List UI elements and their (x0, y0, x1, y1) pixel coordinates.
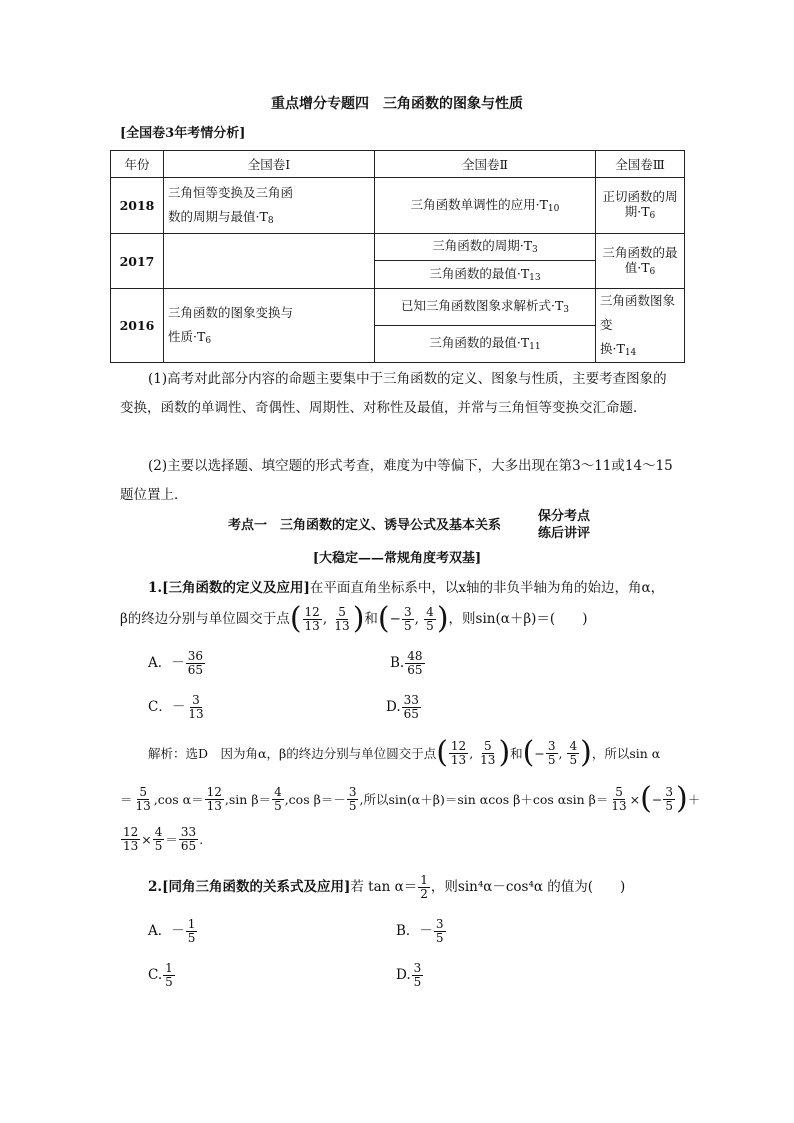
header-year: 年份 (111, 151, 164, 178)
fraction (424, 606, 436, 632)
cell-text: 三角函数的最值·T (429, 265, 530, 281)
frac-num: 1 (187, 917, 196, 931)
q1-option-c (148, 694, 207, 720)
frac-den: 5 (274, 798, 282, 813)
frac-den: 5 (187, 930, 196, 945)
frac-num: 3 (192, 693, 200, 707)
section-subheading: [大稳定——常规角度考双基] (312, 551, 482, 566)
cell-text: 三角函数图象变 (600, 293, 676, 332)
cell-sub: 3 (532, 245, 538, 256)
fraction (347, 786, 359, 812)
cell-text: 三角函数单调性的应用·T (410, 196, 548, 212)
frac-den: 5 (165, 974, 173, 989)
q1-option-b (390, 650, 426, 676)
cell-2016-paper-2-b (375, 325, 596, 362)
exam-analysis-table (110, 150, 685, 363)
q1-option-d (386, 694, 422, 720)
fraction (121, 826, 140, 852)
cell-text: 性质·T (168, 328, 206, 344)
fraction (434, 918, 446, 944)
sol1-text: × (141, 831, 152, 847)
cell-2018-paper-2 (375, 178, 596, 234)
frac-num: 4 (154, 825, 163, 839)
comma: , (322, 610, 332, 627)
cell-2017-paper-2-b (375, 261, 596, 289)
frac-num: 4 (569, 738, 578, 753)
option-label: D. (396, 967, 411, 983)
fraction (179, 826, 198, 852)
frac-den: 13 (135, 798, 151, 813)
sol1-text: ＋ (687, 791, 701, 807)
frac-num: 3 (413, 961, 422, 975)
frac-den: 5 (403, 618, 412, 633)
cell-sub: 8 (267, 215, 274, 226)
q1-option-a (148, 650, 206, 676)
q1-line-1 (148, 580, 664, 596)
cell-sub: 14 (624, 347, 637, 358)
frac-den: 13 (611, 798, 627, 813)
tag-text: 保分考点 (538, 509, 591, 524)
frac-den: 5 (569, 752, 578, 767)
fraction (332, 606, 351, 632)
frac-den: 5 (426, 618, 434, 633)
frac-num: 4 (274, 784, 282, 799)
sol1-text: ,sin β＝ (224, 791, 272, 807)
paren-open: ( (640, 781, 652, 816)
frac-num: 5 (483, 738, 492, 753)
frac-num: 3 (435, 917, 444, 931)
frac-num: 4 (426, 604, 434, 619)
q1-tag: 1.[三角函数的定义及应用] (148, 580, 310, 596)
fraction (546, 740, 558, 766)
frac-den: 5 (435, 930, 444, 945)
frac-den: 65 (180, 838, 197, 853)
paren-close: ) (675, 781, 688, 816)
sol1-line-1 (148, 735, 661, 770)
fraction (609, 786, 628, 812)
sol1-text: . (199, 831, 204, 847)
fraction (134, 786, 153, 812)
cell-2018-paper-1 (164, 178, 375, 234)
q1-text: ，则sin(α＋β)＝( ) (448, 610, 588, 627)
cell-sub: 6 (205, 335, 212, 346)
paren-open: ( (436, 735, 448, 770)
fraction (478, 740, 497, 766)
sol1-text: ,cos β＝－ (284, 791, 346, 807)
option-label: B. (390, 655, 405, 671)
year-cell: 2016 (111, 289, 164, 363)
analysis-paragraph-2: (2)主要以选择题、填空题的形式考查，难度为中等偏下，大多出现在第3～11或14～15题位置上． (120, 458, 673, 503)
table-row (111, 234, 685, 261)
cell-2016-paper-1 (164, 289, 375, 363)
paren-open: ( (377, 601, 390, 636)
section-subtitle: [全国卷3年考情分析] (120, 126, 246, 141)
cell-text: 三角函数的最值·T (602, 244, 678, 275)
fraction (449, 740, 468, 766)
sol1-text: ＝ (120, 791, 133, 807)
frac-den: 13 (480, 752, 496, 767)
fraction (567, 740, 579, 766)
fraction (186, 918, 198, 944)
option-label: C. (148, 967, 163, 983)
q1-text: 在平面直角坐标系中，以x轴的非负半轴为角的始边，角α， (309, 580, 665, 596)
frac-num: 5 (139, 784, 147, 799)
frac-num: 33 (180, 825, 197, 839)
sol1-text: ,cos α＝ (153, 791, 204, 807)
minus: − (389, 610, 401, 627)
fraction (418, 874, 430, 900)
sol1-line-3 (120, 826, 203, 852)
fraction (412, 962, 424, 988)
cell-2018-paper-3 (596, 178, 685, 234)
cell-text: 三角函数的图象变换与 (168, 304, 294, 320)
year-cell: 2017 (111, 234, 164, 289)
cell-text: 正切函数的周期·T (602, 189, 678, 220)
frac-den: 5 (348, 798, 357, 813)
comma: , (414, 610, 424, 627)
fraction (303, 606, 322, 632)
frac-num: 12 (450, 738, 467, 753)
frac-num: 5 (338, 604, 346, 619)
fraction (663, 786, 675, 812)
frac-num: 3 (547, 738, 556, 753)
frac-num: 12 (206, 784, 222, 799)
fraction (205, 786, 224, 812)
frac-den: 65 (407, 662, 423, 677)
frac-den: 65 (187, 662, 204, 677)
table-row (111, 289, 685, 326)
q1-line-2 (120, 601, 588, 636)
frac-den: 13 (123, 838, 139, 853)
paren-close: ) (352, 601, 365, 636)
sol1-text: ,所以sin(α＋β)＝sin αcos β＋cos αsin β＝ (359, 791, 609, 807)
frac-num: 1 (165, 961, 173, 975)
q2-option-a (148, 918, 198, 944)
cell-2016-paper-3 (596, 289, 685, 363)
comma: , (558, 745, 567, 761)
option-label: B．－ (396, 923, 433, 939)
table-row (111, 178, 685, 234)
page-title: 重点增分专题四 三角函数的图象与性质 (271, 96, 523, 112)
header-paper-1: 全国卷Ⅰ (164, 151, 375, 178)
table-header-row (111, 151, 685, 178)
paren-close: ) (498, 735, 511, 770)
option-label: A．－ (148, 923, 185, 939)
header-paper-2: 全国卷Ⅱ (375, 151, 596, 178)
q2-tag: 2.[同角三角函数的关系式及应用] (148, 879, 351, 895)
fraction (186, 650, 205, 676)
cell-sub: 6 (649, 211, 656, 222)
q2-option-d (396, 962, 424, 988)
frac-den: 13 (206, 798, 222, 813)
q2-option-c (148, 962, 176, 988)
fraction (186, 694, 205, 720)
frac-den: 5 (154, 838, 163, 853)
fraction (153, 826, 165, 852)
fraction (402, 694, 421, 720)
cell-2016-paper-2-a (375, 289, 596, 326)
frac-num: 3 (348, 784, 357, 799)
analysis-paragraph-1: (1)高考对此部分内容的命题主要集中于三角函数的定义、图象与性质，主要考查图象的变换，函数的单调性、奇偶性、周期性、对称性及最值，并常与三角恒等变换交汇命题． (120, 371, 667, 416)
frac-num: 33 (403, 693, 419, 707)
section-tags (538, 508, 590, 542)
cell-2017-paper-1 (164, 234, 375, 289)
paren-close: ) (436, 601, 449, 636)
fraction (405, 650, 424, 676)
cell-sub: 3 (563, 305, 570, 315)
year-cell: 2018 (111, 178, 164, 234)
fraction (163, 962, 175, 988)
sol1-text: 和 (510, 745, 523, 761)
tag-text: 练后讲评 (538, 526, 591, 541)
frac-num: 12 (123, 825, 139, 839)
frac-den: 13 (304, 618, 320, 633)
sol1-text: ，所以sin α (591, 745, 661, 761)
cell-text: 数的周期与最值·T (168, 208, 268, 224)
frac-num: 5 (615, 784, 623, 799)
paren-open: ( (289, 601, 302, 636)
frac-den: 13 (450, 752, 467, 767)
cell-2017-paper-3 (596, 234, 685, 289)
frac-den: 13 (334, 618, 350, 633)
q1-text: 和 (364, 610, 378, 627)
sol1-line-2 (120, 781, 701, 816)
cell-sub: 13 (529, 272, 541, 283)
sol1-text: × (629, 791, 641, 807)
q1-text: β的终边分别与单位圆交于点 (120, 610, 290, 627)
frac-den: 2 (420, 886, 428, 901)
frac-den: 65 (403, 706, 419, 721)
frac-num: 3 (403, 604, 412, 619)
option-label: A．－ (148, 655, 185, 671)
q2-line (148, 874, 625, 900)
option-label: D. (386, 699, 401, 715)
frac-num: 3 (665, 784, 673, 799)
q2-option-b (396, 918, 447, 944)
frac-den: 13 (188, 706, 204, 721)
sol1-text: ＝ (165, 831, 178, 847)
frac-num: 48 (407, 649, 423, 663)
q2-text: 若 tan α＝ (350, 879, 418, 895)
frac-den: 5 (665, 798, 673, 813)
q2-text: ，则sin⁴α－cos⁴α 的值为( ) (430, 879, 626, 895)
section-heading: 考点一 三角函数的定义、诱导公式及基本关系 (228, 518, 502, 533)
header-paper-3: 全国卷Ⅲ (596, 151, 685, 178)
minus: − (651, 791, 663, 807)
cell-sub: 6 (649, 266, 656, 277)
sol1-text: 解析：选D 因为角α，β的终边分别与单位圆交于点 (148, 745, 437, 761)
cell-sub: 10 (547, 203, 560, 214)
paren-open: ( (522, 735, 535, 770)
frac-num: 36 (187, 649, 204, 663)
option-label: C．－ (148, 699, 186, 715)
cell-text: 三角函数的最值·T (429, 334, 530, 350)
fraction (272, 786, 284, 812)
frac-den: 5 (547, 752, 556, 767)
comma: , (469, 745, 478, 761)
frac-num: 1 (420, 873, 428, 887)
cell-text: 已知三角函数图象求解析式·T (400, 298, 564, 313)
paren-close: ) (580, 735, 592, 770)
fraction (402, 606, 414, 632)
cell-text: 三角恒等变换及三角函 (168, 185, 294, 201)
cell-text: 三角函数的周期·T (432, 238, 533, 254)
cell-sub: 11 (529, 341, 541, 352)
frac-den: 5 (413, 974, 422, 989)
minus: − (534, 745, 545, 761)
frac-num: 12 (304, 604, 320, 619)
cell-text: 换·T (600, 340, 625, 356)
cell-2017-paper-2-a (375, 234, 596, 261)
